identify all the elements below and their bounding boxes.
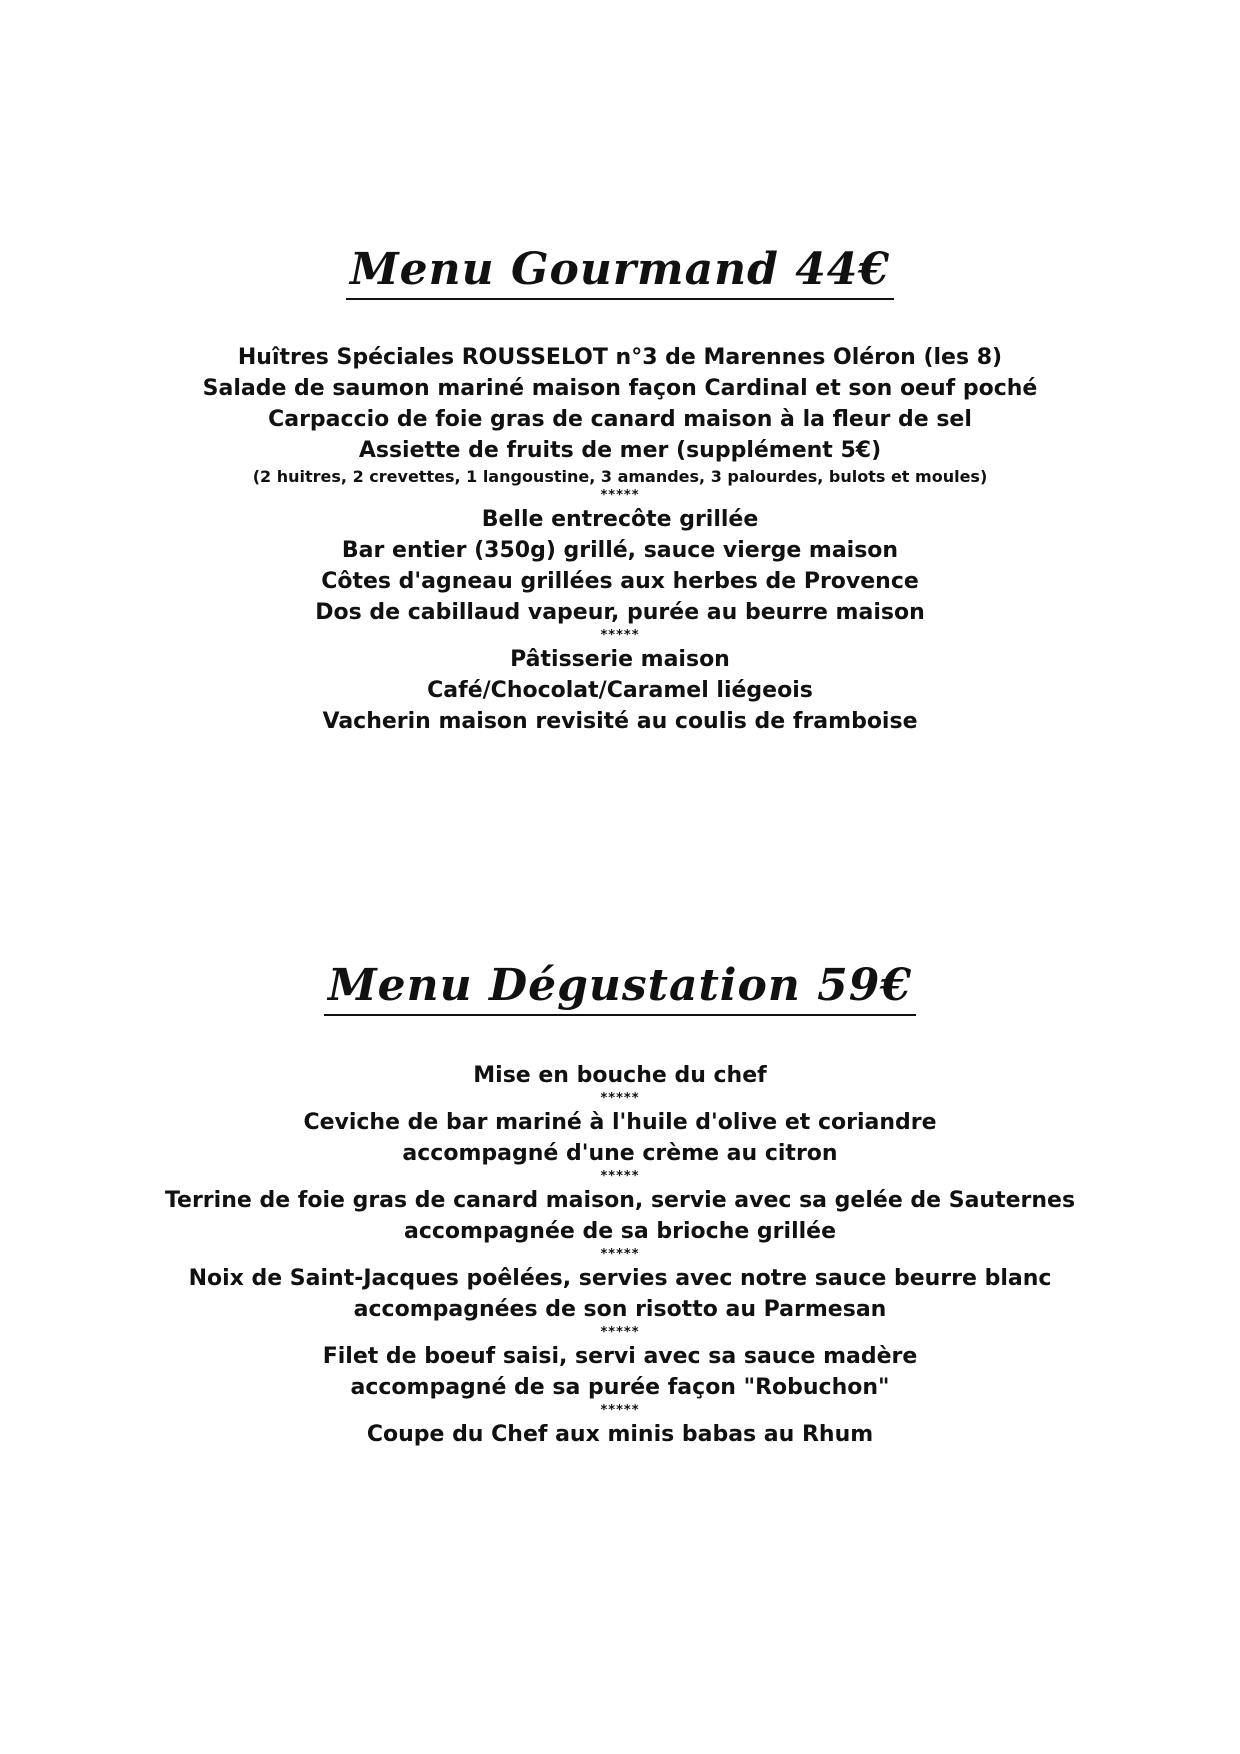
course-separator: ***** [600,488,640,503]
dish-line: accompagnées de son risotto au Parmesan [353,1297,887,1322]
dish-line: Coupe du Chef aux minis babas au Rhum [366,1422,874,1447]
dish-line: Terrine de foie gras de canard maison, servie avec sa gelée de Sauternes [164,1188,1076,1213]
dish-line: accompagné d'une crème au citron [402,1141,838,1166]
dish-line: accompagné de sa purée façon "Robuchon" [350,1375,890,1400]
dish-line: Filet de boeuf saisi, servi avec sa sauce madère [322,1344,918,1369]
dish-line: Café/Chocolat/Caramel liégeois [427,678,813,703]
dish-line: Ceviche de bar mariné à l'huile d'olive et coriandre [303,1110,937,1135]
dish-line: Huîtres Spéciales ROUSSELOT n°3 de Marennes Oléron (les 8) [237,345,1003,370]
dish-line: Dos de cabillaud vapeur, purée au beurre maison [315,600,925,625]
course-separator: ***** [600,1403,640,1418]
course-separator: ***** [600,1325,640,1340]
menu-gourmand-section [0,246,1240,737]
dish-line: Noix de Saint-Jacques poêlées, servies avec notre sauce beurre blanc [188,1266,1052,1291]
course-separator: ***** [600,1247,640,1262]
dish-line: Pâtisserie maison [510,647,730,672]
dish-line: accompagnée de sa brioche grillée [404,1219,836,1244]
dish-line: Belle entrecôte grillée [481,507,759,532]
dish-line: Salade de saumon mariné maison façon Cardinal et son oeuf poché [202,376,1038,401]
dish-line: Bar entier (350g) grillé, sauce vierge maison [341,538,899,563]
menu-degustation-title: Menu Dégustation 59€ [324,962,916,1016]
dish-line: Carpaccio de foie gras de canard maison à la fleur de sel [268,407,972,432]
course-separator: ***** [600,628,640,643]
dish-line: Vacherin maison revisité au coulis de framboise [322,709,918,734]
course-separator: ***** [600,1091,640,1106]
menu-degustation-courses [0,1060,1240,1450]
dish-line: Mise en bouche du chef [473,1063,767,1088]
course-separator: ***** [600,1169,640,1184]
dish-line: Assiette de fruits de mer (supplément 5€) [358,438,882,463]
dish-line: Côtes d'agneau grillées aux herbes de Provence [321,569,919,594]
menu-gourmand-courses [0,342,1240,737]
seafood-platter-note: (2 huitres, 2 crevettes, 1 langoustine, 3 amandes, 3 palourdes, bulots et moules) [252,467,988,486]
menu-gourmand-title: Menu Gourmand 44€ [346,246,894,300]
menu-degustation-section [0,962,1240,1450]
